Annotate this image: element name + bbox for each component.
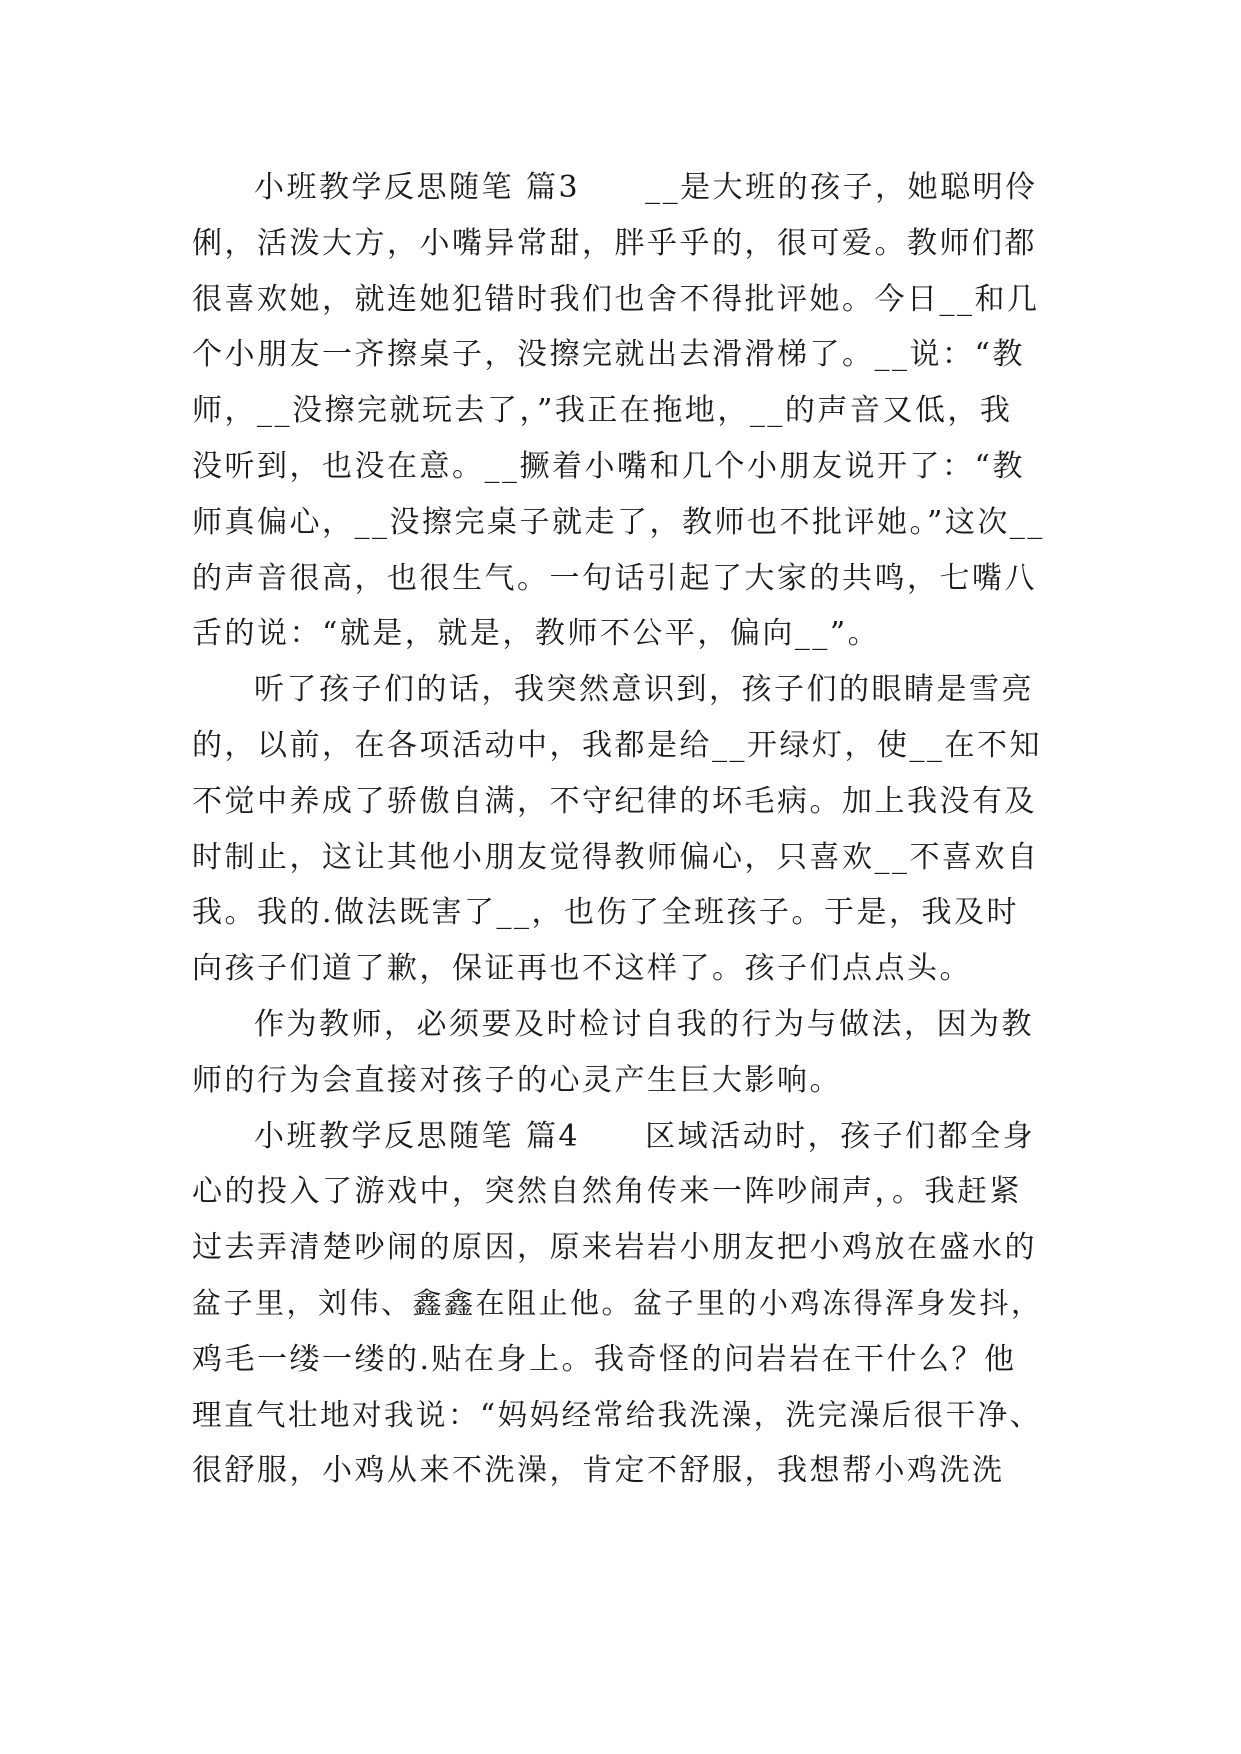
- text-line: 俐，活泼大方，小嘴异常甜，胖乎乎的，很可爱。教师们都: [192, 225, 1037, 261]
- text-line: 向孩子们道了歉，保证再也不这样了。孩子们点点头。: [192, 951, 972, 987]
- text-line: 小班教学反思随笔 篇4 区域活动时，孩子们都全身: [254, 1118, 1036, 1154]
- text-line: 很喜欢她，就连她犯错时我们也舍不得批评她。今日__和几: [192, 281, 1040, 317]
- text-line: 鸡毛一缕一缕的.贴在身上。我奇怪的问岩岩在干什么？他: [192, 1341, 1017, 1377]
- text-line: 时制止，这让其他小朋友觉得教师偏心，只喜欢__不喜欢自: [192, 839, 1040, 875]
- text-line: 我。我的.做法既害了__，也伤了全班孩子。于是，我及时: [192, 895, 1020, 931]
- text-line: 过去弄清楚吵闹的原因，原来岩岩小朋友把小鸡放在盛水的: [192, 1230, 1037, 1266]
- text-line: 师真偏心，__没擦完桌子就走了，教师也不批评她。”这次__: [192, 504, 1045, 540]
- text-line: 很舒服，小鸡从来不洗澡，肯定不舒服，我想帮小鸡洗洗: [192, 1453, 1005, 1489]
- text-line: 舌的说：“就是，就是，教师不公平，偏向__”。: [192, 616, 881, 652]
- text-line: 师，__没擦完就玩去了，”我正在拖地，__的声音又低，我: [192, 393, 1013, 429]
- text-line: 盆子里，刘伟、鑫鑫在阻止他。盆子里的小鸡冻得浑身发抖，: [192, 1285, 1043, 1320]
- document-body: [192, 160, 1052, 1499]
- text-line: 的声音很高，也很生气。一句话引起了大家的共鸣，七嘴八: [192, 560, 1037, 596]
- text-line: 师的行为会直接对孩子的心灵产生巨大影响。: [192, 1062, 842, 1098]
- text-line: 的，以前，在各项活动中，我都是给__开绿灯，使__在不知: [192, 727, 1042, 763]
- text-line: 理直气壮地对我说：“妈妈经常给我洗澡，洗完澡后很干净、: [192, 1397, 1042, 1432]
- text-line: 作为教师，必须要及时检讨自我的行为与做法，因为教: [254, 1006, 1034, 1042]
- text-line: 心的投入了游戏中，突然自然角传来一阵吵闹声，。我赶紧: [192, 1174, 1022, 1210]
- text-line: 不觉中养成了骄傲自满，不守纪律的坏毛病。加上我没有及: [192, 783, 1037, 819]
- text-line: 听了孩子们的话，我突然意识到，孩子们的眼睛是雪亮: [254, 672, 1034, 708]
- text-line: 小班教学反思随笔 篇3 __是大班的孩子，她聪明伶: [254, 170, 1038, 205]
- text-line: 没听到，也没在意。__撅着小嘴和几个小朋友说开了：“教: [192, 448, 1025, 484]
- text-line: 个小朋友一齐擦桌子，没擦完就出去滑滑梯了。__说：“教: [192, 337, 1025, 373]
